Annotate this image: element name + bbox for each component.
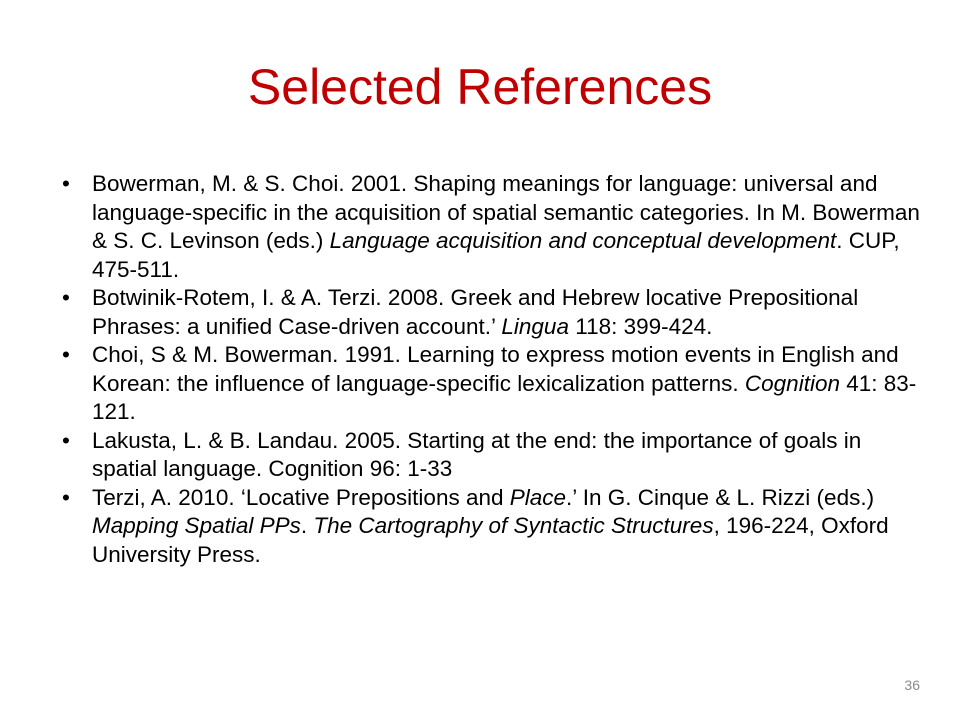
slide-title: Selected References bbox=[247, 59, 713, 115]
bullet-icon: • bbox=[62, 285, 70, 310]
reference-text: Lakusta, L. & B. Landau. 2005. Starting at the end: the importance of goals in spatial language. Cognition 96: 1-33 bbox=[92, 427, 862, 481]
reference-text: 41: 83-121. bbox=[92, 370, 917, 424]
reference-item bbox=[62, 341, 922, 427]
reference-italic-text: Language acquisition and conceptual development bbox=[329, 228, 837, 253]
reference-text: Bowerman, M. & S. Choi. 2001. Shaping meanings for language: universal and language-specific in the acquisition of spatial semantic categories. In M. Bowerman & S. C. Levinson (eds.) bbox=[92, 171, 920, 253]
reference-text: , 196-224, Oxford University Press. bbox=[92, 513, 889, 567]
reference-italic-text: Lingua bbox=[501, 313, 569, 339]
reference-text: . CUP, 475-511. bbox=[92, 228, 900, 282]
reference-italic-text: Place bbox=[509, 484, 567, 510]
reference-italic-text: The Cartography of Syntactic Structures bbox=[313, 513, 714, 538]
reference-item bbox=[62, 484, 922, 570]
reference-text: Botwinik-Rotem, I. & A. Terzi. 2008. Greek and Hebrew locative Prepositional Phrases: a unified Case-driven account.’ bbox=[92, 285, 859, 339]
reference-text: Terzi, A. 2010. ‘Locative Prepositions and bbox=[92, 484, 510, 510]
page-number: 36 bbox=[904, 677, 920, 693]
reference-list bbox=[62, 170, 922, 569]
reference-text: Choi, S & M. Bowerman. 1991. Learning to express motion events in English and Korean: the influence of language-specific lexicalization patterns. bbox=[92, 342, 899, 396]
reference-text: 118: 399-424. bbox=[568, 313, 713, 339]
reference-italic-text: Cognition bbox=[744, 370, 840, 396]
bullet-icon: • bbox=[62, 427, 70, 453]
bullet-icon: • bbox=[62, 171, 70, 196]
bullet-icon: • bbox=[62, 342, 70, 367]
reference-italic-text: Mapping Spatial PPs bbox=[92, 513, 301, 538]
bullet-icon: • bbox=[62, 484, 70, 510]
reference-item bbox=[62, 170, 922, 284]
reference-text: .’ In G. Cinque & L. Rizzi (eds.) bbox=[566, 484, 875, 510]
reference-text: . bbox=[300, 513, 314, 538]
reference-item bbox=[62, 427, 922, 484]
reference-item bbox=[62, 284, 922, 341]
